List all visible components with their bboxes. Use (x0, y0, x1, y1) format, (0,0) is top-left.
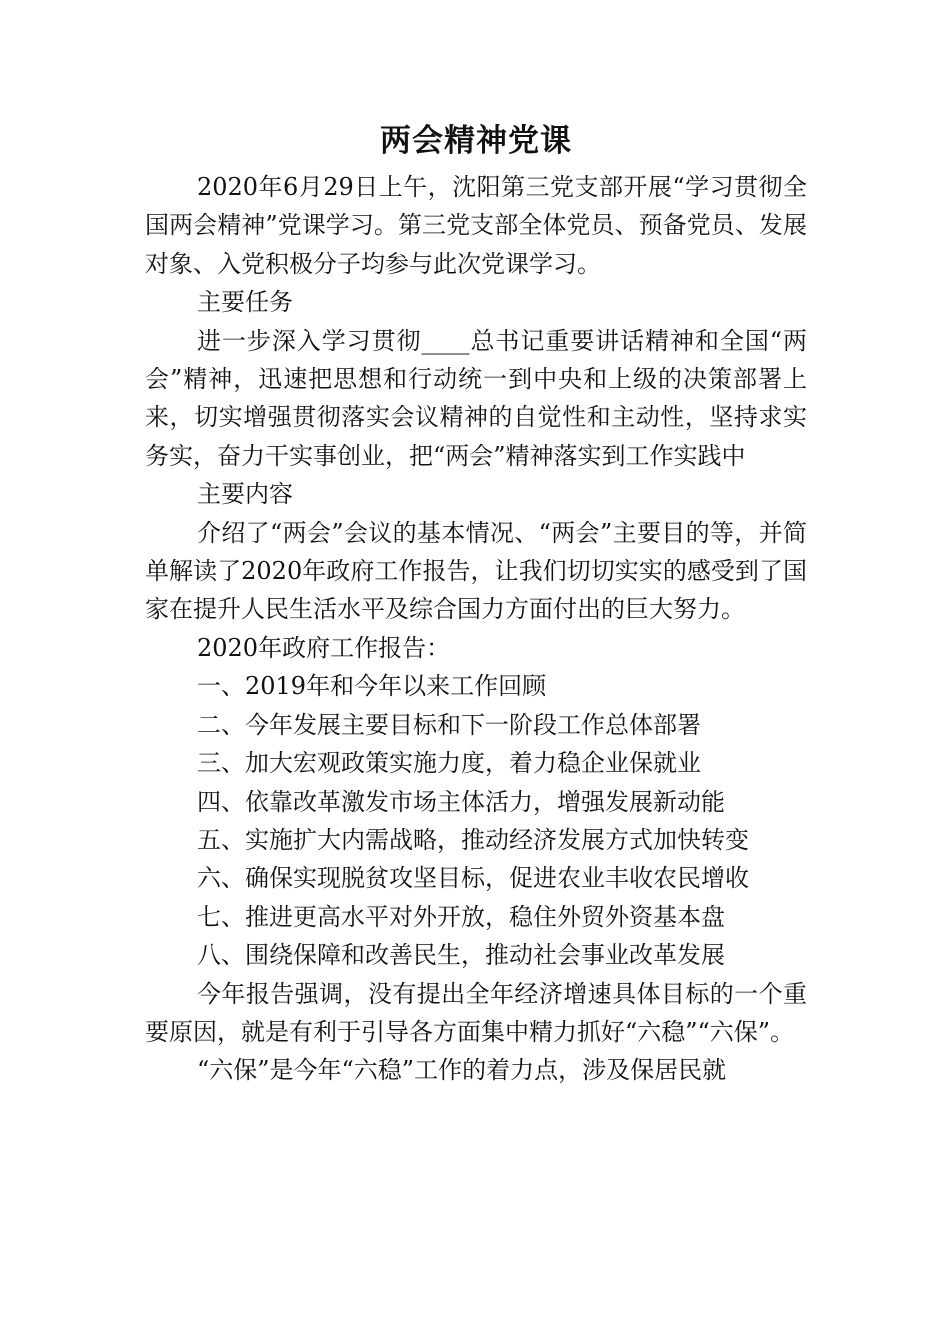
report-item: 三、加大宏观政策实施力度，着力稳企业保就业 (197, 749, 701, 778)
report-item: 八、围绕保障和改善民生，推动社会事业改革发展 (197, 941, 725, 970)
paragraph-main-content: 介绍了“两会”会议的基本情况、“两会”主要目的等，并简单解读了2020年政府工作报告，让我们切切实实的感受到了国家在提升人民生活水平及综合国力方面付出的巨大努力。 (145, 518, 807, 624)
report-item: 二、今年发展主要目标和下一阶段工作总体部署 (197, 710, 701, 739)
report-item: 六、确保实现脱贫攻坚目标，促进农业丰收农民增收 (197, 864, 749, 893)
paragraph-intro: 2020年6月29日上午，沈阳第三党支部开展“学习贯彻全国两会精神”党课学习。第三党支部全体党员、预备党员、发展对象、入党积极分子均参与此次党课学习。 (145, 173, 807, 278)
report-item: 四、依靠改革激发市场主体活力，增强发展新动能 (197, 787, 725, 816)
report-item: 七、推进更高水平对外开放，稳住外贸外资基本盘 (197, 902, 725, 931)
document-page (145, 118, 807, 1090)
heading-main-tasks: 主要任务 (197, 288, 293, 317)
report-item: 五、实施扩大内需战略，推动经济发展方式加快转变 (197, 825, 749, 854)
report-item: 一、2019年和今年以来工作回顾 (197, 672, 547, 701)
heading-main-content: 主要内容 (197, 480, 293, 509)
paragraph-six-guarantees: “六保”是今年“六稳”工作的着力点，涉及保居民就 (197, 1056, 727, 1085)
document-title: 两会精神党课 (380, 123, 572, 159)
paragraph-main-tasks: 进一步深入学习贯彻____总书记重要讲话精神和全国“两会”精神，迅速把思想和行动统一到中央和上级的决策部署上来，切实增强贯彻落实会议精神的自觉性和主动性，坚持求实务实，奋力干实事创业，把“两会”精神落实到工作实践中 (145, 326, 807, 470)
paragraph-report-emphasis: 今年报告强调，没有提出全年经济增速具体目标的一个重要原因，就是有利于引导各方面集中精力抓好“六稳”“六保”。 (145, 979, 807, 1046)
report-heading: 2020年政府工作报告： (197, 633, 451, 662)
